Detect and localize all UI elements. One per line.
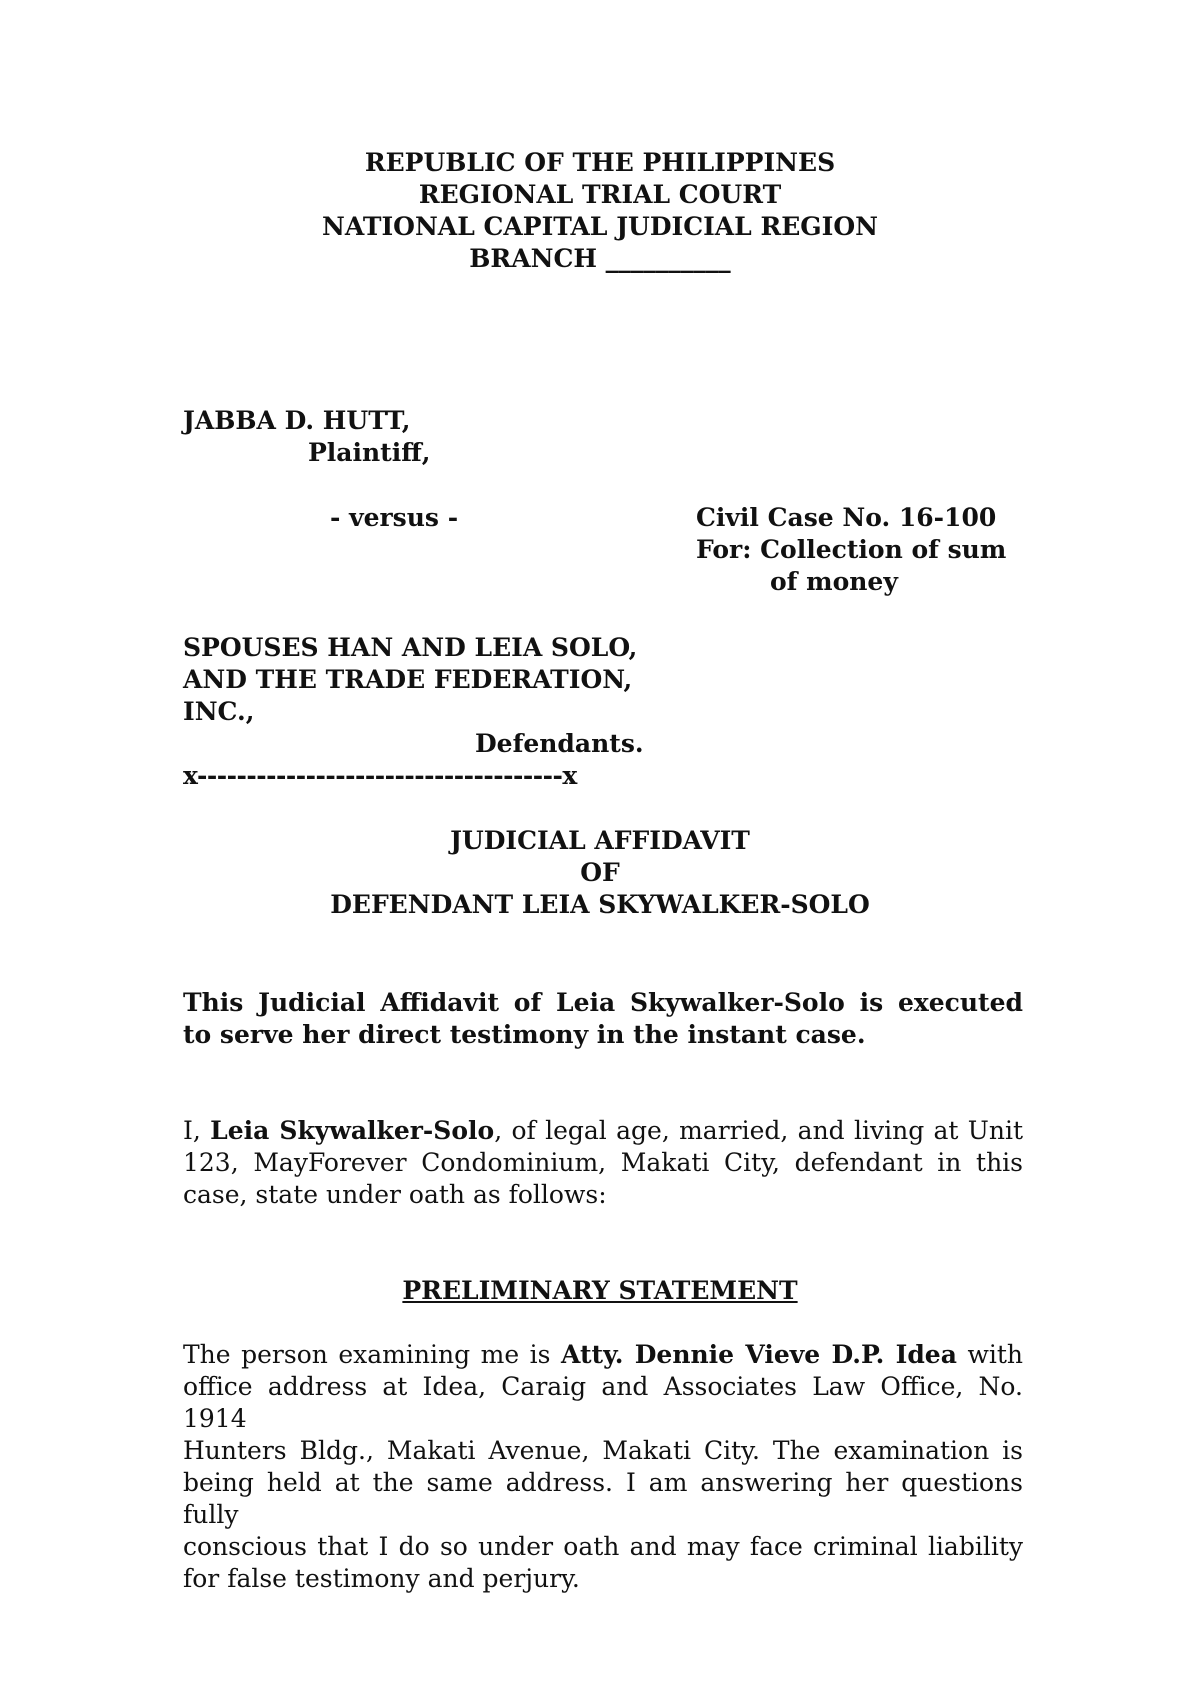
header-branch: BRANCH __________ [469,244,731,273]
statement-line1-rest: , of legal age, married, and living at Unit [494,1116,1024,1145]
caption-separator: x-------------------------------------x [183,761,577,790]
plaintiff-name: JABBA D. HUTT, [183,406,411,435]
header-court: REGIONAL TRIAL COURT [418,180,782,209]
title-line3: DEFENDANT LEIA SKYWALKER-SOLO [330,890,870,919]
preliminary-line1 [183,1339,1023,1371]
header-region: NATIONAL CAPITAL JUDICIAL REGION [322,212,878,241]
versus-label: - versus - [330,503,459,532]
intro-line2: to serve her direct testimony in the instant case. [183,1020,866,1049]
defendants-role: Defendants. [475,729,644,758]
intro-paragraph [183,987,1023,1051]
preliminary-line2: office address at Idea, Caraig and Associates Law Office, No. 1914 [183,1372,1023,1433]
defendants-line2: AND THE TRADE FEDERATION, [183,665,633,694]
preliminary-line3: Hunters Bldg., Makati Avenue, Makati City. The examination is [183,1436,1023,1465]
preliminary-heading: PRELIMINARY STATEMENT [402,1276,798,1305]
defendants-line1: SPOUSES HAN AND LEIA SOLO, [183,633,638,662]
case-nature-line1: For: Collection of sum [696,535,1007,564]
statement-line3: case, state under oath as follows: [183,1180,607,1209]
case-number: Civil Case No. 16-100 [696,503,997,532]
statement-paragraph [183,1115,1023,1211]
statement-prefix: I, [183,1116,211,1145]
case-nature-line2: of money [770,567,898,596]
plaintiff-role: Plaintiff, [308,438,431,467]
preliminary-line6: for false testimony and perjury. [183,1564,580,1593]
affiant-name: Leia Skywalker-Solo [210,1116,495,1145]
preliminary-line1-prefix: The person examining me is [183,1340,562,1369]
statement-line2: 123, MayForever Condominium, Makati City, defendant in this [183,1148,1023,1177]
intro-line1: This Judicial Affidavit of Leia Skywalker-Solo is executed [183,988,1023,1017]
statement-line1 [183,1115,1023,1147]
preliminary-paragraph [183,1339,1023,1595]
preliminary-line1-suffix: with [956,1340,1023,1369]
title-line1: JUDICIAL AFFIDAVIT [450,826,750,855]
header-republic: REPUBLIC OF THE PHILIPPINES [364,148,836,177]
title-line2: OF [580,858,620,887]
examiner-name: Atty. Dennie Vieve D.P. Idea [561,1340,957,1369]
preliminary-line5: conscious that I do so under oath and may face criminal liability [183,1532,1023,1561]
defendants-line3: INC., [183,697,255,726]
preliminary-line4: being held at the same address. I am answering her questions fully [183,1468,1023,1529]
